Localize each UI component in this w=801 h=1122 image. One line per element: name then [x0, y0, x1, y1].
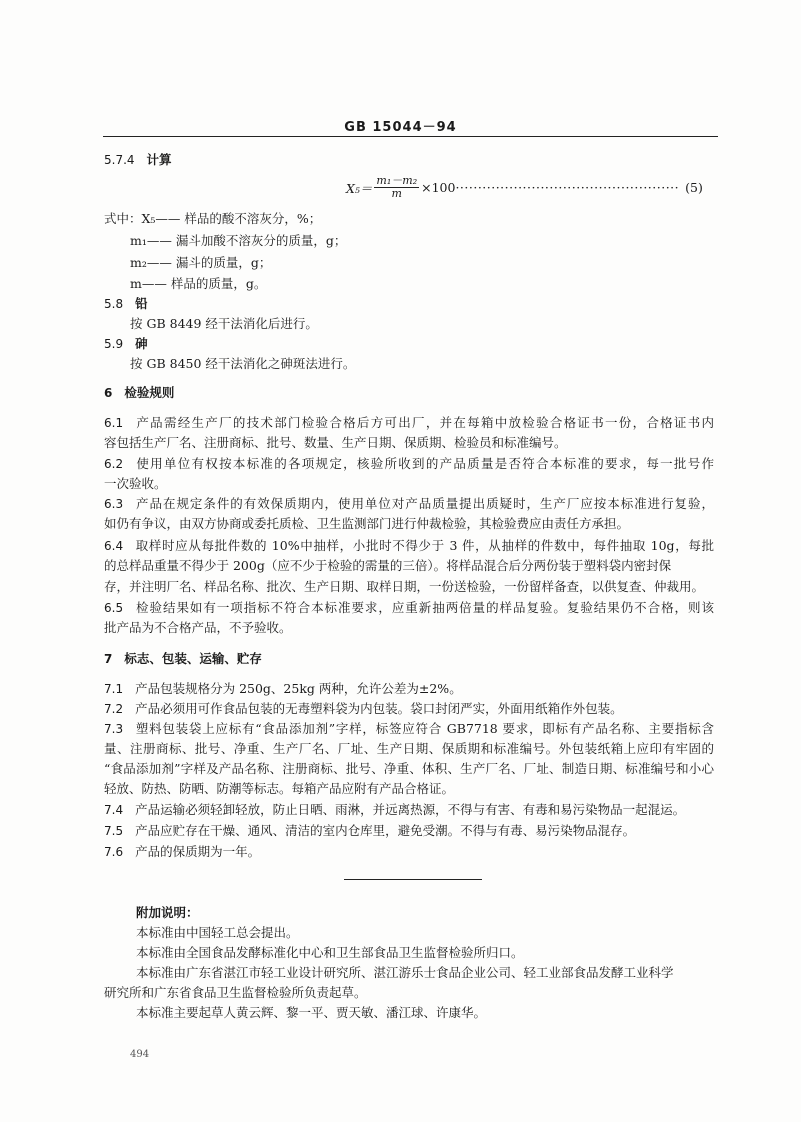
section-5-7-4-heading	[104, 152, 714, 168]
appendix-line: 研究所和广东省食品卫生监督检验所负责起草。	[104, 985, 367, 1000]
clause-6-2-line2: 一次验收。	[104, 476, 167, 491]
clause-text: 产品需经生产厂的技术部门检验合格后方可出厂，并在每箱中放检验合格证书一份，合格证书内	[135, 415, 714, 430]
clause-6-5-line1	[104, 600, 714, 616]
formula-leader: ··················································	[455, 180, 680, 195]
clause-6-3-line1	[104, 496, 714, 512]
clause-text: 产品运输必须轻卸轻放，防止日晒、雨淋，并远离热源，不得与有害、有毒和易污染物品一起混运。	[135, 802, 686, 817]
section-5-8-heading	[104, 296, 714, 312]
clause-number: 7.5	[104, 824, 124, 838]
clause-6-4-line1	[104, 538, 714, 554]
clause-number: 7.3	[104, 722, 124, 736]
clause-7-3-line1	[104, 721, 714, 737]
clause-text: 产品应贮存在干燥、通风、清洁的室内仓库里，避免受潮。不得与有毒、易污染物品混存。	[135, 823, 636, 838]
clause-text: 使用单位有权按本标准的各项规定，核验所收到的产品质量是否符合本标准的要求，每一批号作	[135, 456, 714, 471]
clause-number: 7.1	[104, 682, 124, 696]
clause-number: 6.1	[104, 416, 124, 430]
clause-7-5	[104, 823, 714, 839]
clause-7-3-line4: 轻放、防热、防晒、防潮等标志。每箱产品应附有产品合格证。	[104, 781, 455, 796]
clause-7-3-line3: “食品添加剂”字样及产品名称、注册商标、批号、净重、体积、生产厂名、厂址、制造日期、标准编号和小心	[104, 761, 714, 776]
clause-7-3-line2: 量、注册商标、批号、净重、生产厂名、厂址、生产日期、保质期和标准编号。外包装纸箱上应印有牢固的	[104, 741, 714, 756]
formula-lhs: X₅＝	[346, 180, 373, 196]
clause-6-3-line2: 如仍有争议，由双方协商或委托质检、卫生监测部门进行仲裁检验，其检验费应由责任方承担。	[104, 516, 630, 531]
section-title: 砷	[135, 336, 148, 351]
clause-number: 6.2	[104, 457, 124, 471]
section-5-8-text: 按 GB 8449 经干法消化后进行。	[130, 316, 318, 331]
clause-number: 7.2	[104, 702, 124, 716]
section-title: 铅	[135, 296, 148, 311]
appendix-title: 附加说明：	[136, 905, 199, 920]
clause-number: 7.6	[104, 845, 124, 859]
definition-line: m₂—— 漏斗的质量，g；	[130, 255, 272, 270]
clause-7-6	[104, 844, 714, 860]
section-6-heading	[104, 385, 714, 401]
formula-rhs: ×100	[421, 180, 456, 195]
section-5-9-text: 按 GB 8450 经干法消化之砷斑法进行。	[130, 356, 356, 371]
formula-equation-number: (5)	[685, 180, 703, 195]
clause-7-1	[104, 681, 714, 697]
clause-6-4-line3: 存，并注明厂名、样品名称、批次、生产日期、取样日期，一份送检验，一份留样备查，以供复查、仲裁用。	[104, 579, 705, 594]
clause-7-2	[104, 701, 714, 717]
formula-denominator: m	[391, 187, 402, 200]
definition-line: 式中：X₅—— 样品的酸不溶灰分，%；	[104, 211, 322, 226]
section-title: 检验规则	[124, 385, 175, 400]
header-rule	[103, 136, 718, 137]
clause-6-1-line1	[104, 415, 714, 431]
section-number: 5.8	[104, 297, 124, 311]
section-5-9-heading	[104, 336, 714, 352]
appendix-line: 本标准由中国轻工总会提出。	[136, 925, 299, 940]
clause-7-4	[104, 802, 714, 818]
formula-fraction	[374, 175, 419, 200]
section-title: 计算	[146, 152, 172, 167]
definition-line: m—— 样品的质量，g。	[130, 276, 267, 291]
section-number: 7	[104, 652, 113, 666]
appendix-line: 本标准由全国食品发酵标准化中心和卫生部食品卫生监督检验所归口。	[136, 945, 524, 960]
clause-text: 取样时应从每批件数的 10%中抽样，小批时不得少于 3 件，从抽样的件数中，每件抽取 10g，每批	[135, 538, 714, 553]
clause-6-4-line2: 的总样品重量不得少于 200g（应不少于检验的需量的三倍）。将样品混合后分两份装于塑料袋内密封保	[104, 558, 672, 573]
clause-6-1-line2: 容包括生产厂名、注册商标、批号、数量、生产日期、保质期、检验员和标准编号。	[104, 435, 567, 450]
clause-text: 产品包装规格分为 250g、25kg 两种，允许公差为±2%。	[135, 681, 462, 696]
clause-6-5-line2: 批产品为不合格产品，不予验收。	[104, 620, 292, 635]
clause-text: 产品必须用可作食品包装的无毒塑料袋为内包装。袋口封闭严实，外面用纸箱作外包装。	[135, 701, 623, 716]
section-number: 6	[104, 386, 113, 400]
clause-number: 6.5	[104, 601, 124, 615]
clause-6-2-line1	[104, 456, 714, 472]
clause-text: 塑料包装袋上应标有“食品添加剂”字样，标签应符合 GB7718 要求，即标有产品名称、主要指标含	[135, 721, 714, 736]
separator-rule	[344, 879, 482, 880]
clause-number: 6.3	[104, 497, 124, 511]
section-title: 标志、包装、运输、贮存	[124, 651, 262, 666]
clause-number: 6.4	[104, 539, 124, 553]
section-number: 5.7.4	[104, 153, 135, 167]
clause-number: 7.4	[104, 803, 124, 817]
clause-text: 产品的保质期为一年。	[135, 844, 261, 859]
clause-text: 检验结果如有一项指标不符合本标准要求，应重新抽两倍量的样品复验。复验结果仍不合格，则该	[135, 600, 714, 615]
formula-5	[346, 175, 703, 200]
appendix-line: 本标准由广东省湛江市轻工业设计研究所、湛江游乐士食品企业公司、轻工业部食品发酵工业科学	[136, 965, 674, 980]
section-number: 5.9	[104, 337, 124, 351]
standard-code-header: GB 15044－94	[344, 120, 457, 135]
appendix-line: 本标准主要起草人黄云辉、黎一平、贾天敏、潘江球、许康华。	[136, 1005, 487, 1020]
section-7-heading	[104, 651, 714, 667]
definition-line: m₁—— 漏斗加酸不溶灰分的质量，g；	[130, 233, 347, 248]
formula-numerator: m₁－m₂	[376, 174, 418, 187]
page-number: 494	[130, 1049, 150, 1060]
clause-text: 产品在规定条件的有效保质期内，使用单位对产品质量提出质疑时，生产厂应按本标准进行复验，	[135, 496, 714, 511]
